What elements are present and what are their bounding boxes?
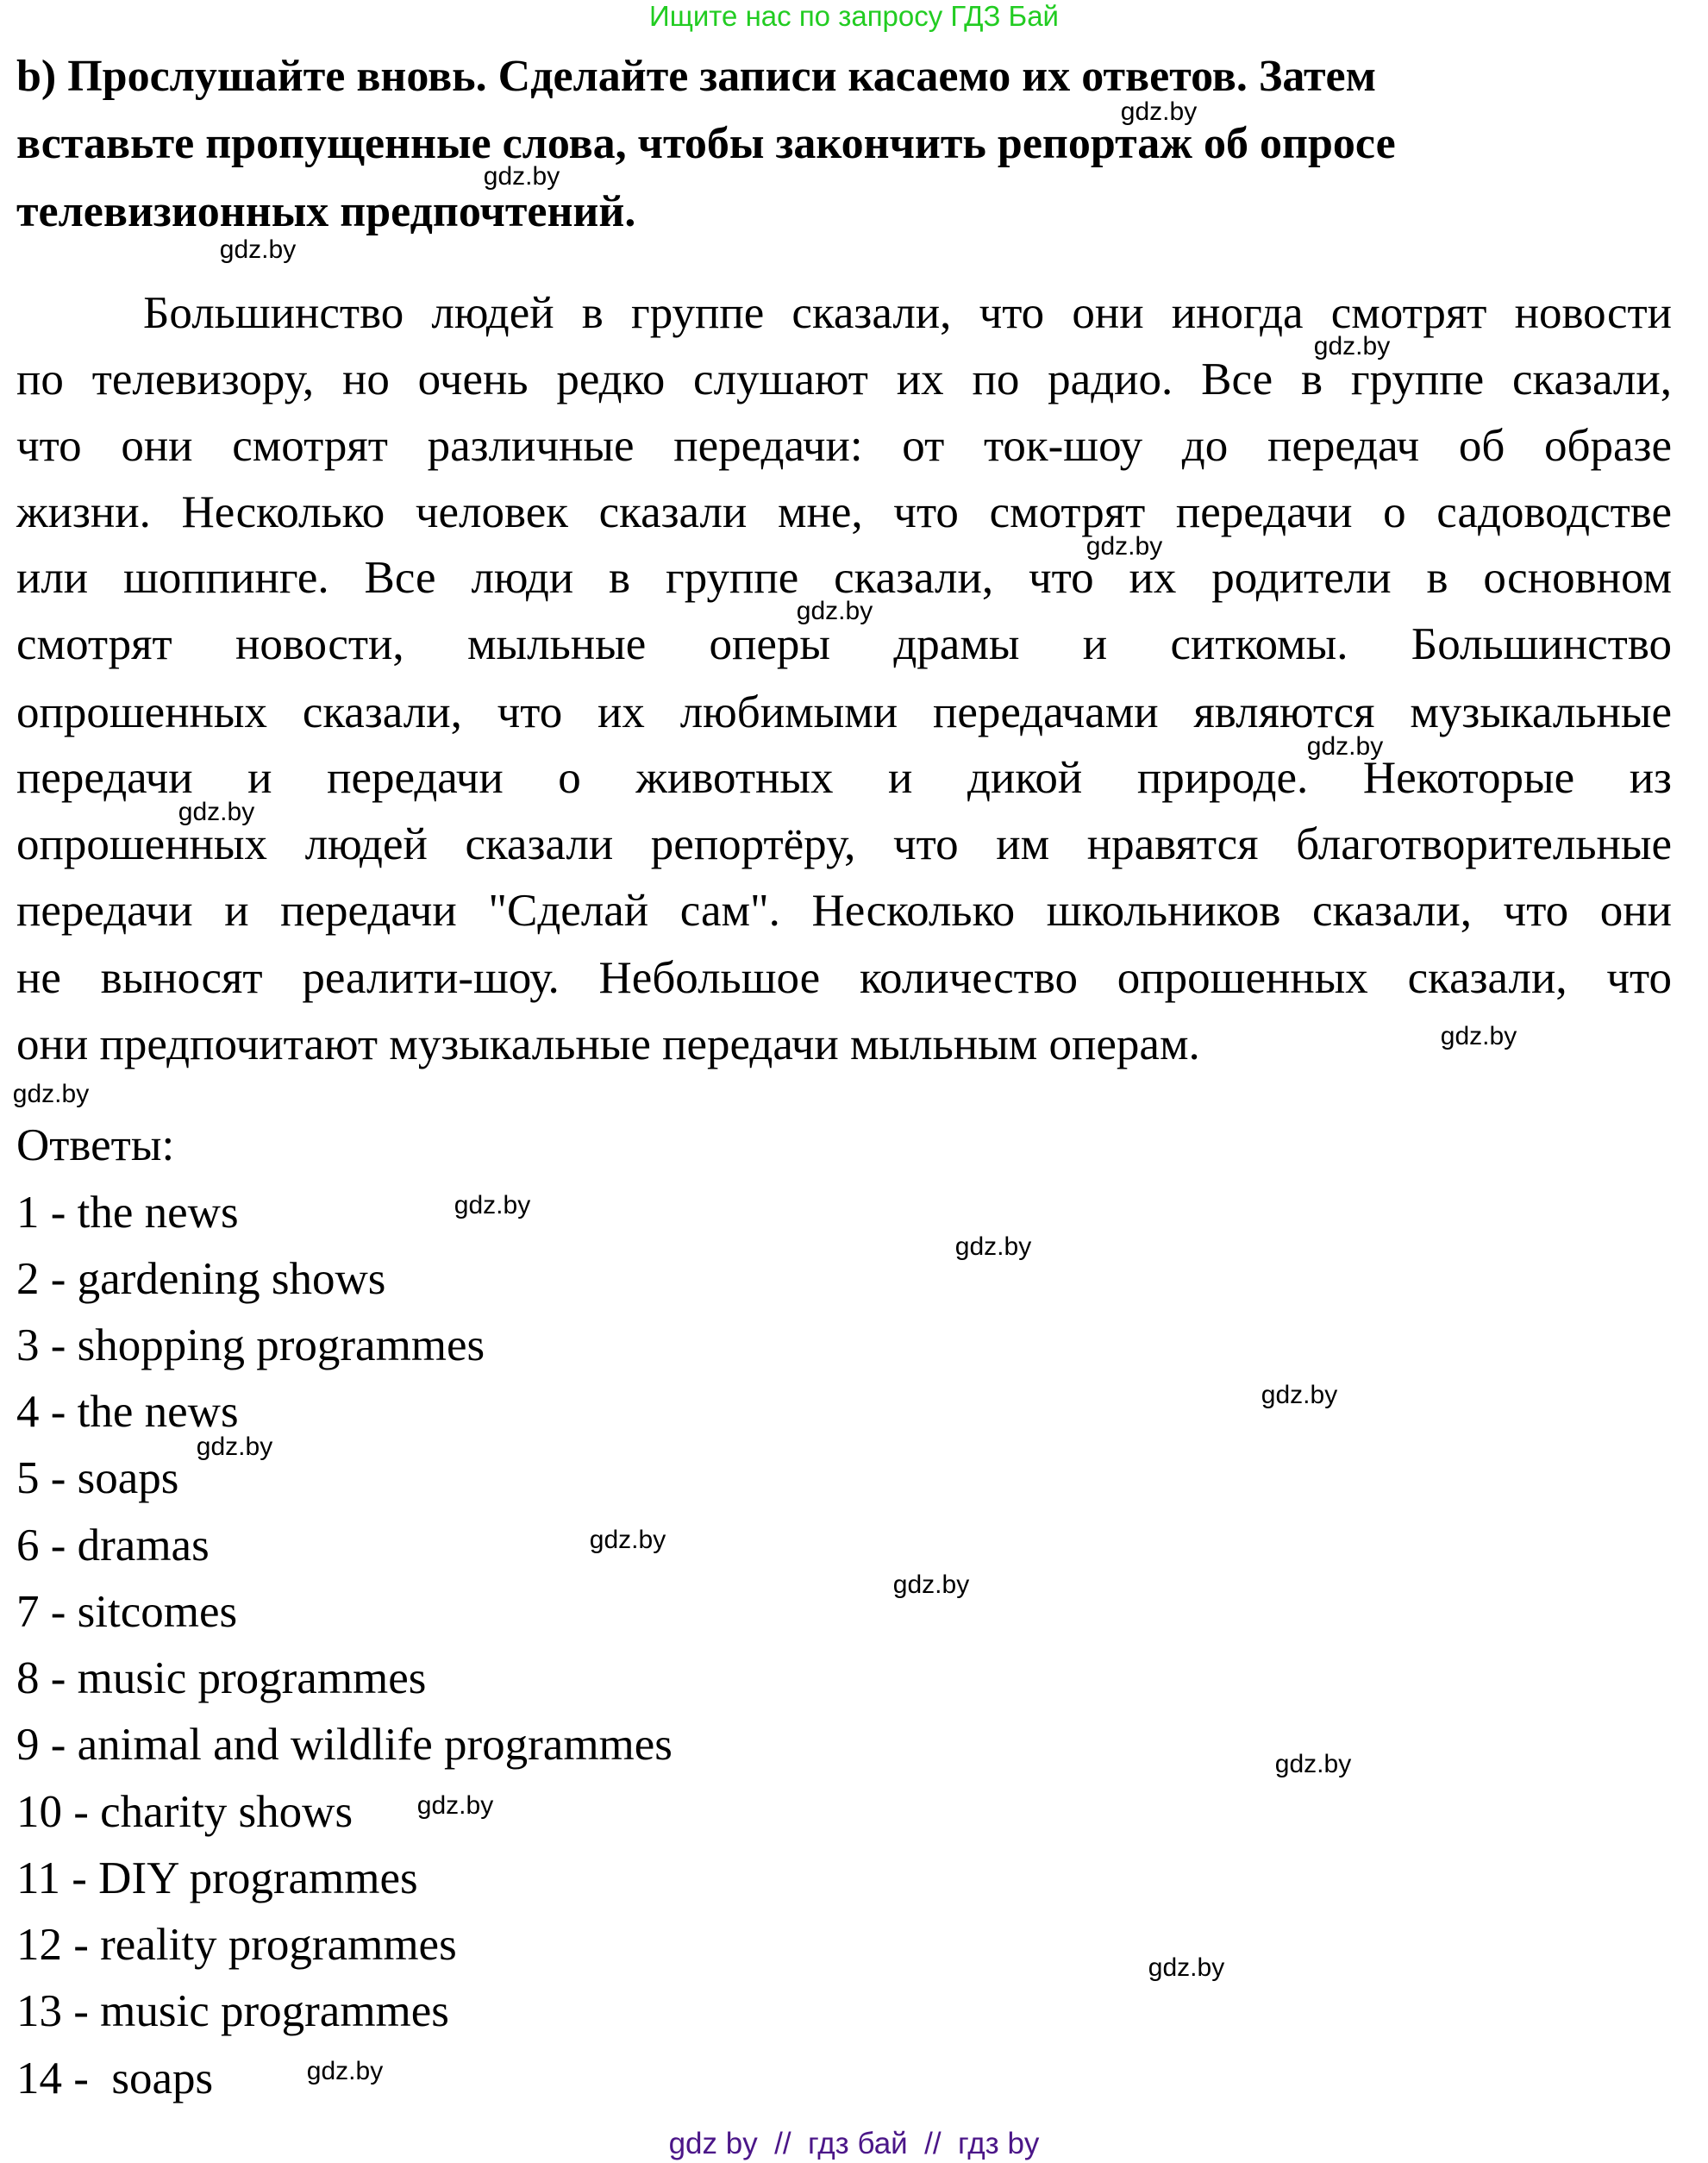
paragraph-line: передачи и передачи "Сделай сам". Несколько школьников сказали, что они — [16, 886, 1672, 936]
watermark: gdz.by — [483, 162, 560, 191]
paragraph-line: они предпочитают музыкальные передачи мыльным операм. — [16, 1019, 1200, 1069]
answer-item: 1 - the news — [16, 1188, 239, 1238]
search-hint-link[interactable]: Ищите нас по запросу ГДЗ Бай — [649, 0, 1059, 32]
paragraph-line: опрошенных сказали, что их любимыми передачами являются музыкальные — [16, 687, 1672, 737]
answer-item: 10 - charity shows — [16, 1787, 353, 1837]
answer-item: 8 - music programmes — [16, 1653, 427, 1703]
answer-item: 7 - sitcomes — [16, 1587, 238, 1637]
task-title-line: b) Прослушайте вновь. Сделайте записи касаемо их ответов. Затем — [16, 52, 1377, 101]
watermark: gdz.by — [892, 1571, 970, 1599]
watermark: gdz.by — [954, 1232, 1032, 1261]
watermark: gdz.by — [219, 235, 297, 264]
answer-item: 4 - the news — [16, 1387, 239, 1437]
answer-item: 13 - music programmes — [16, 1986, 449, 2036]
paragraph-line: жизни. Несколько человек сказали мне, что смотрят передачи о садоводстве — [16, 487, 1672, 537]
answer-item: 6 - dramas — [16, 1520, 210, 1571]
answer-item: 14 - soaps — [16, 2053, 214, 2103]
paragraph-line: что они смотрят различные передачи: от ток-шоу до передач об образе — [16, 421, 1672, 471]
paragraph-line: передачи и передачи о животных и дикой природе. Некоторые из — [16, 753, 1672, 803]
answer-item: 5 - soaps — [16, 1453, 179, 1503]
watermark: gdz.by — [796, 597, 873, 625]
answer-item: 12 - reality programmes — [16, 1920, 457, 1970]
watermark: gdz.by — [1440, 1022, 1517, 1050]
watermark: gdz.by — [1306, 732, 1384, 761]
paragraph-line: или шоппинге. Все люди в группе сказали, что их родители в основном — [16, 553, 1672, 603]
answer-item: 9 - animal and wildlife programmes — [16, 1720, 673, 1770]
watermark: gdz.by — [1085, 532, 1163, 561]
answer-item: 2 - gardening shows — [16, 1254, 386, 1304]
paragraph-line: опрошенных людей сказали репортёру, что им нравятся благотворительные — [16, 819, 1672, 869]
answer-item: 11 - DIY programmes — [16, 1853, 418, 1903]
paragraph-line: смотрят новости, мыльные оперы драмы и ситкомы. Большинство — [16, 619, 1672, 669]
watermark: gdz.by — [12, 1080, 90, 1108]
watermark: gdz.by — [1148, 1953, 1225, 1982]
task-title-line: телевизионных предпочтений. — [16, 187, 636, 236]
watermark: gdz.by — [306, 2057, 384, 2085]
answer-item: 3 - shopping programmes — [16, 1320, 485, 1370]
watermark: gdz.by — [1313, 332, 1391, 360]
watermark: gdz.by — [416, 1791, 494, 1820]
paragraph-line: по телевизору, но очень редко слушают их по радио. Все в группе сказали, — [16, 354, 1672, 404]
paragraph-line: не выносят реалити-шоу. Небольшое количество опрошенных сказали, что — [16, 953, 1672, 1003]
watermark: gdz.by — [196, 1433, 273, 1461]
watermark: gdz.by — [1274, 1750, 1352, 1778]
watermark: gdz.by — [454, 1191, 531, 1219]
footer-links[interactable]: gdz by // гдз бай // гдз by — [668, 2127, 1040, 2160]
answers-label: Ответы: — [16, 1120, 175, 1170]
watermark: gdz.by — [589, 1526, 666, 1554]
paragraph-line: Большинство людей в группе сказали, что они иногда смотрят новости — [143, 288, 1672, 338]
watermark: gdz.by — [1120, 97, 1198, 126]
task-title-line: вставьте пропущенные слова, чтобы закончить репортаж об опросе — [16, 119, 1396, 168]
watermark: gdz.by — [1261, 1381, 1338, 1409]
watermark: gdz.by — [178, 798, 255, 826]
